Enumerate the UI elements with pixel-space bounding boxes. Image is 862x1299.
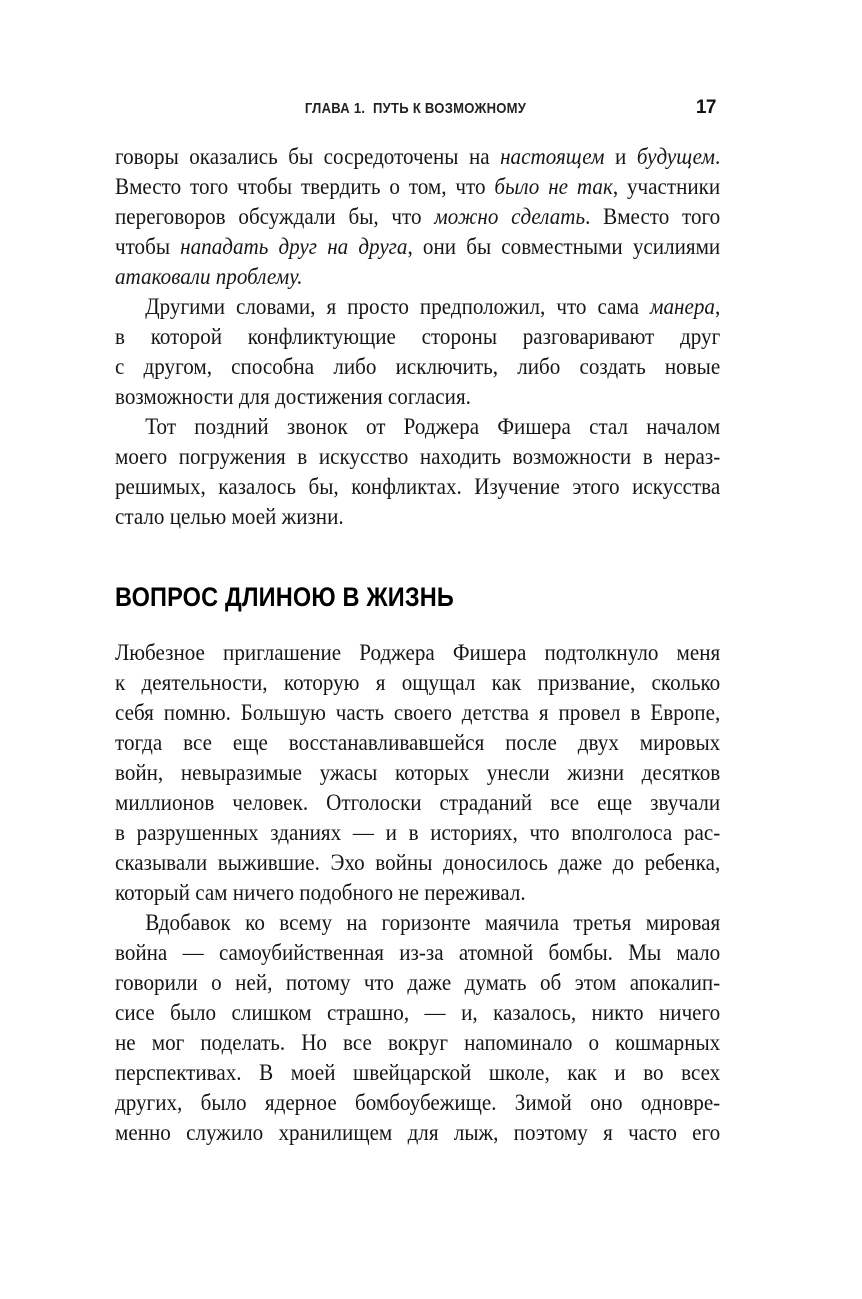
text-line: войн, невыразимые ужасы которых унесли жизни десятков — [115, 760, 721, 785]
text-line: сказывали выжившие. Эхо войны доносилось даже до ребенка, — [115, 850, 721, 875]
text-line: сисе было слишком страшно, — и, казалось, никто ничего — [115, 1000, 721, 1025]
paragraph — [115, 142, 720, 292]
text-line: чтобы нападать друг на друга, они бы совместными усилиями — [115, 234, 721, 259]
text-line: с другом, способна либо исключить, либо создать новые — [115, 354, 721, 379]
text-line: Вдобавок ко всему на горизонте маячила третья мировая — [145, 910, 721, 935]
paragraph — [115, 292, 720, 412]
text-line: говорили о ней, потому что даже думать об этом апокалип- — [115, 970, 721, 995]
text-line: в разрушенных зданиях — и в историях, что вполголоса рас- — [115, 820, 721, 845]
paragraph — [115, 638, 720, 908]
text-line: решимых, казалось бы, конфликтах. Изучение этого искусства — [115, 474, 721, 499]
text-line: Тот поздний звонок от Роджера Фишера стал началом — [145, 414, 721, 439]
text-line: тогда все еще восстанавливавшейся после двух мировых — [115, 730, 721, 755]
text-line: миллионов человек. Отголоски страданий все еще звучали — [115, 790, 721, 815]
paragraph — [115, 908, 720, 1148]
chapter-title: ГЛАВА 1. ПУТЬ К ВОЗМОЖНОМУ — [304, 100, 527, 117]
text-line: себя помню. Большую часть своего детства я провел в Европе, — [115, 700, 721, 725]
text-line: возможности для достижения согласия. — [115, 384, 471, 409]
text-line: стало целью моей жизни. — [115, 504, 344, 529]
page-number: 17 — [695, 97, 716, 118]
section-heading: ВОПРОС ДЛИНОЮ В ЖИЗНЬ — [115, 582, 455, 612]
text-line: война — самоубийственная из-за атомной бомбы. Мы мало — [115, 940, 721, 965]
text-line: перспективах. В моей швейцарской школе, как и во всех — [115, 1060, 721, 1085]
text-line: Вместо того чтобы твердить о том, что было не так, участники — [115, 174, 721, 199]
text-line: других, было ядерное бомбоубежище. Зимой оно одновре- — [115, 1090, 721, 1115]
text-line: говоры оказались бы сосредоточены на настоящем и будущем. — [115, 144, 721, 169]
text-line: моего погружения в искусство находить возможности в нераз- — [115, 444, 721, 469]
text-line: Любезное приглашение Роджера Фишера подтолкнуло меня — [115, 640, 721, 665]
running-header — [115, 99, 716, 121]
text-block — [115, 142, 720, 1148]
text-line: переговоров обсуждали бы, что можно сделать. Вместо того — [115, 204, 721, 229]
text-line: менно служило хранилищем для лыж, поэтому я часто его — [115, 1120, 721, 1145]
text-line: Другими словами, я просто предположил, что сама манера, — [145, 294, 721, 319]
text-line: атаковали проблему. — [115, 264, 303, 289]
text-line: который сам ничего подобного не переживал. — [115, 880, 526, 905]
text-line: в которой конфликтующие стороны разговаривают друг — [115, 324, 721, 349]
paragraph — [115, 412, 720, 532]
text-line: к деятельности, которую я ощущал как призвание, сколько — [115, 670, 721, 695]
text-line: не мог поделать. Но все вокруг напоминало о кошмарных — [115, 1030, 721, 1055]
